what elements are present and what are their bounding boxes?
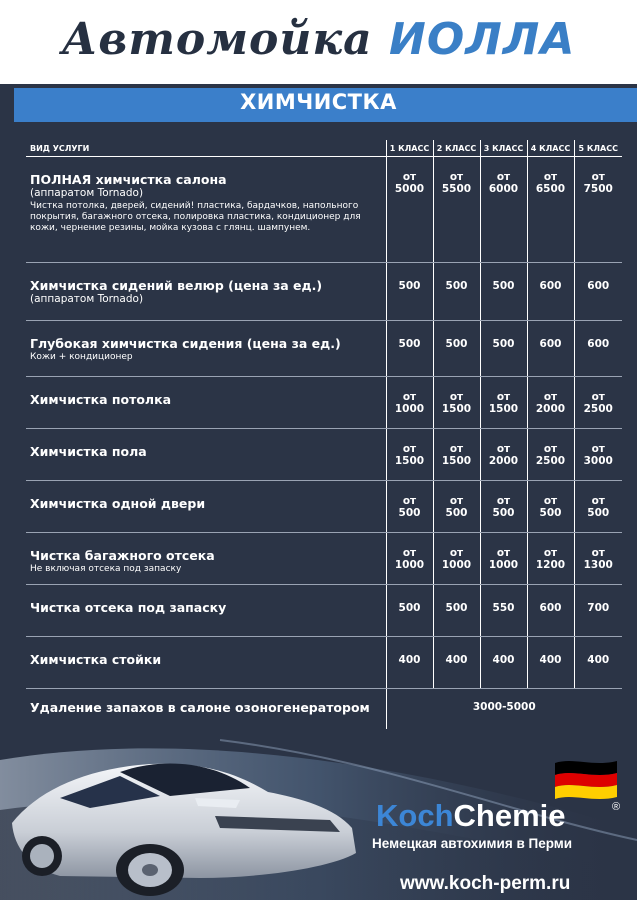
price-value: 5000 (394, 183, 425, 195)
price-prefix: от (449, 391, 464, 403)
price-prefix: от (543, 495, 558, 507)
table-row (26, 481, 622, 533)
page-title (0, 14, 637, 65)
price-value: 400 (445, 654, 468, 666)
price-prefix: от (402, 391, 417, 403)
price-value: 500 (398, 602, 421, 614)
price-prefix: от (449, 171, 464, 183)
price-value: 1500 (441, 403, 472, 415)
price-cell-class-3 (480, 263, 527, 321)
price-cell-class-3 (480, 481, 527, 533)
price-value: 400 (539, 654, 562, 666)
price-value: 500 (539, 507, 562, 519)
price-value: 600 (539, 602, 562, 614)
price-cell-class-5 (574, 481, 622, 533)
section-title: ХИМЧИСТКА (240, 90, 397, 114)
price-value: 700 (587, 602, 610, 614)
price-prefix: от (402, 171, 417, 183)
price-prefix: от (449, 495, 464, 507)
german-flag-icon (553, 757, 619, 801)
price-cell-class-2 (433, 263, 480, 321)
price-value: 2500 (583, 403, 613, 415)
price-prefix: от (496, 547, 511, 559)
service-cell (26, 263, 386, 321)
price-value: 600 (587, 280, 610, 292)
table-row (26, 263, 622, 321)
price-cell-class-5 (574, 585, 622, 637)
service-title: Химчистка стойки (30, 652, 162, 667)
price-cell-class-4 (527, 637, 574, 689)
price-value: 1200 (535, 559, 566, 571)
price-value: 1000 (488, 559, 519, 571)
service-cell (26, 533, 386, 585)
price-value: 600 (587, 338, 610, 350)
service-description: Чистка потолка, дверей, сидений! пластика, бардачков, напольного покрытия, багажного отсека, полировка пластика, кондиционер для кожи, чернение резины, мойка кузова с глянц. шампунем. (30, 201, 361, 233)
service-description: Не включая отсека под запаску (30, 564, 182, 574)
price-value: 3000 (583, 455, 613, 467)
price-cell-class-5 (574, 321, 622, 377)
price-value: 2000 (488, 455, 519, 467)
price-value: 400 (398, 654, 421, 666)
price-prefix: от (496, 171, 511, 183)
table-row (26, 533, 622, 585)
price-value: 500 (492, 507, 515, 519)
service-column-header: ВИД УСЛУГИ (26, 140, 386, 157)
price-cell-class-2 (433, 481, 480, 533)
price-cell-class-3 (480, 533, 527, 585)
price-cell-class-1 (386, 585, 433, 637)
price-cell-class-5 (574, 533, 622, 585)
price-value: 500 (398, 507, 421, 519)
class-1-header: 1 КЛАСС (386, 140, 433, 157)
table-row (26, 377, 622, 429)
price-cell-class-2 (433, 377, 480, 429)
price-prefix: от (591, 443, 605, 455)
price-value: 500 (445, 280, 468, 292)
price-cell-class-4 (527, 429, 574, 481)
service-description: Кожи + кондиционер (30, 352, 133, 362)
price-value: 500 (587, 507, 610, 519)
price-prefix: от (402, 547, 417, 559)
price-value: 500 (445, 602, 468, 614)
service-title: Чистка отсека под запаску (30, 600, 227, 615)
price-value: 6000 (488, 183, 519, 195)
service-cell (26, 157, 386, 263)
price-value: 1000 (441, 559, 472, 571)
price-value: 7500 (583, 183, 613, 195)
price-cell-class-4 (527, 481, 574, 533)
service-cell (26, 481, 386, 533)
price-value: 500 (445, 507, 468, 519)
price-value: 500 (492, 338, 515, 350)
price-prefix: от (496, 443, 511, 455)
title-prefix: Автомойка (61, 14, 373, 65)
price-prefix: от (402, 495, 417, 507)
logo-koch: Koch (376, 798, 454, 833)
price-value: 600 (539, 280, 562, 292)
service-subtitle: (аппаратом Tornado) (30, 293, 144, 305)
price-cell-class-3 (480, 157, 527, 263)
price-value: 1500 (441, 455, 472, 467)
price-value: 550 (492, 602, 515, 614)
class-5-header: 5 КЛАСС (574, 140, 622, 157)
service-title: Химчистка одной двери (30, 496, 206, 511)
price-prefix: от (543, 171, 558, 183)
price-cell-class-1 (386, 263, 433, 321)
price-value: 500 (445, 338, 468, 350)
price-cell-class-1 (386, 533, 433, 585)
tagline: Немецкая автохимия в Перми (372, 836, 573, 851)
price-cell-class-2 (433, 157, 480, 263)
class-2-header: 2 КЛАСС (433, 140, 480, 157)
price-cell-class-5 (574, 157, 622, 263)
price-value: 6500 (535, 183, 566, 195)
table-row (26, 585, 622, 637)
price-prefix: от (591, 391, 605, 403)
service-title: Удаление запахов в салоне озоногенератором (30, 700, 370, 715)
price-cell-class-5 (574, 263, 622, 321)
price-cell-class-2 (433, 321, 480, 377)
price-cell-class-3 (480, 377, 527, 429)
price-prefix: от (496, 495, 511, 507)
title-brand: ИОЛЛА (389, 14, 576, 65)
price-prefix: от (591, 547, 605, 559)
price-value: 500 (492, 280, 515, 292)
price-cell-class-5 (574, 377, 622, 429)
price-cell-class-3 (480, 321, 527, 377)
price-cell-class-4 (527, 585, 574, 637)
price-cell-class-1 (386, 321, 433, 377)
table-row (26, 157, 622, 263)
service-cell (26, 429, 386, 481)
ozone-price: 3000-5000 (386, 689, 622, 729)
logo-chemie: Chemie (453, 798, 566, 833)
price-value: 400 (587, 654, 610, 666)
price-cell-class-1 (386, 429, 433, 481)
service-title: Химчистка сидений велюр (цена за ед.) (30, 278, 323, 293)
service-cell (26, 377, 386, 429)
price-value: 1000 (394, 403, 425, 415)
price-value: 2500 (535, 455, 566, 467)
price-prefix: от (591, 171, 605, 183)
price-prefix: от (543, 391, 558, 403)
service-cell (26, 637, 386, 689)
price-cell-class-2 (433, 637, 480, 689)
price-value: 2000 (535, 403, 566, 415)
price-value: 1500 (488, 403, 519, 415)
price-cell-class-3 (480, 585, 527, 637)
price-prefix: от (543, 547, 558, 559)
class-3-header: 3 КЛАСС (480, 140, 527, 157)
price-cell-class-1 (386, 157, 433, 263)
table-row (26, 321, 622, 377)
price-cell-class-5 (574, 429, 622, 481)
price-cell-class-4 (527, 533, 574, 585)
service-title: Глубокая химчистка сидения (цена за ед.) (30, 336, 341, 351)
service-title: Чистка багажного отсека (30, 548, 215, 563)
table-row (26, 429, 622, 481)
car-image (0, 728, 370, 900)
table-row (26, 637, 622, 689)
price-value: 5500 (441, 183, 472, 195)
price-value: 1300 (583, 559, 613, 571)
price-cell-class-2 (433, 429, 480, 481)
price-prefix: от (449, 443, 464, 455)
price-cell-class-4 (527, 157, 574, 263)
price-cell-class-5 (574, 637, 622, 689)
price-table (26, 140, 622, 729)
price-cell-class-2 (433, 533, 480, 585)
price-prefix: от (402, 443, 417, 455)
price-value: 400 (492, 654, 515, 666)
price-value: 600 (539, 338, 562, 350)
class-4-header: 4 КЛАСС (527, 140, 574, 157)
service-title: ПОЛНАЯ химчистка салона (30, 172, 227, 187)
service-cell (26, 321, 386, 377)
price-cell-class-4 (527, 321, 574, 377)
registered-mark: ® (612, 801, 621, 813)
service-title: Химчистка пола (30, 444, 147, 459)
price-value: 500 (398, 280, 421, 292)
price-cell-class-4 (527, 263, 574, 321)
price-cell-class-3 (480, 429, 527, 481)
price-cell-class-3 (480, 637, 527, 689)
price-value: 1000 (394, 559, 425, 571)
website-link[interactable]: www.koch-perm.ru (400, 873, 571, 894)
price-prefix: от (591, 495, 605, 507)
service-title: Химчистка потолка (30, 392, 172, 407)
price-value: 500 (398, 338, 421, 350)
kochchemie-logo (376, 798, 565, 834)
price-value: 1500 (394, 455, 425, 467)
price-prefix: от (449, 547, 464, 559)
price-cell-class-2 (433, 585, 480, 637)
price-cell-class-4 (527, 377, 574, 429)
service-cell (26, 585, 386, 637)
price-cell-class-1 (386, 481, 433, 533)
service-subtitle: (аппаратом Tornado) (30, 187, 144, 199)
table-header-row (26, 140, 622, 157)
price-cell-class-1 (386, 377, 433, 429)
price-cell-class-1 (386, 637, 433, 689)
price-prefix: от (543, 443, 558, 455)
price-prefix: от (496, 391, 511, 403)
